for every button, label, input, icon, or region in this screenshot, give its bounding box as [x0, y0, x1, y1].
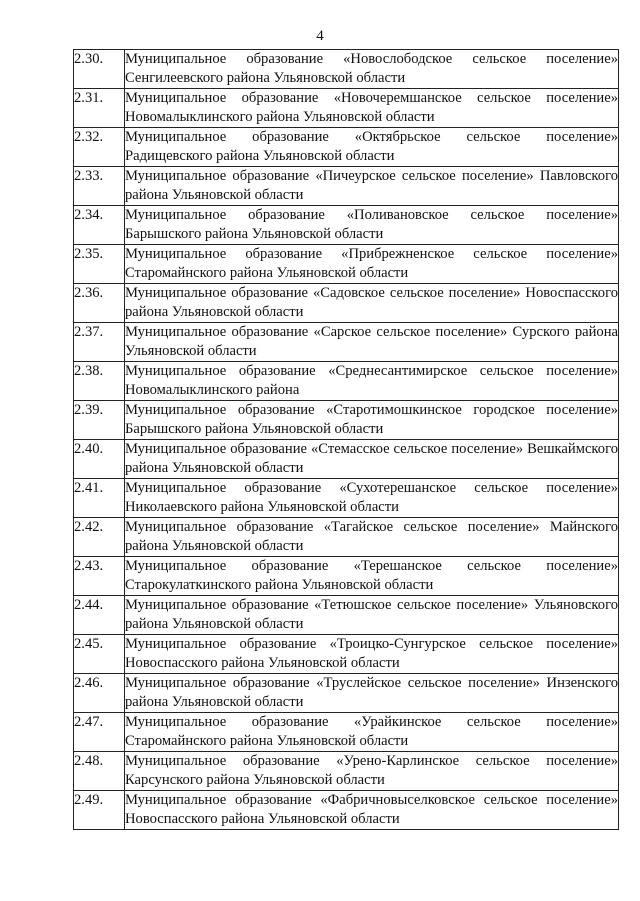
- municipality-name: Муниципальное образование «Поливановское сельское поселение» Барышского района Ульяновской области: [125, 206, 619, 245]
- table-row: [74, 791, 619, 830]
- municipality-name: Муниципальное образование «Новочеремшанское сельское поселение» Новомалыклинского района Ульяновской области: [125, 89, 619, 128]
- table-row: [74, 284, 619, 323]
- municipality-name: Муниципальное образование «Тагайское сельское поселение» Майнского района Ульяновской области: [125, 518, 619, 557]
- row-number: 2.34.: [74, 206, 125, 245]
- row-number: 2.41.: [74, 479, 125, 518]
- municipality-name: Муниципальное образование «Октябрьское сельское поселение» Радищевского района Ульяновской области: [125, 128, 619, 167]
- municipality-name: Муниципальное образование «Терешанское сельское поселение» Старокулаткинского района Ульяновской области: [125, 557, 619, 596]
- row-number: 2.35.: [74, 245, 125, 284]
- municipality-name: Муниципальное образование «Пичеурское сельское поселение» Павловского района Ульяновской области: [125, 167, 619, 206]
- municipality-name: Муниципальное образование «Прибрежненское сельское поселение» Старомайнского района Ульяновской области: [125, 245, 619, 284]
- table-row: [74, 713, 619, 752]
- row-number: 2.44.: [74, 596, 125, 635]
- municipality-name: Муниципальное образование «Старотимошкинское городское поселение» Барышского района Ульяновской области: [125, 401, 619, 440]
- table-body: [74, 50, 619, 830]
- municipality-name: Муниципальное образование «Фабричновыселковское сельское поселение» Новоспасского района Ульяновской области: [125, 791, 619, 830]
- row-number: 2.42.: [74, 518, 125, 557]
- municipality-name: Муниципальное образование «Урайкинское сельское поселение» Старомайнского района Ульяновской области: [125, 713, 619, 752]
- table-row: [74, 167, 619, 206]
- table-row: [74, 362, 619, 401]
- table-row: [74, 245, 619, 284]
- table-row: [74, 206, 619, 245]
- table-row: [74, 50, 619, 89]
- table-row: [74, 596, 619, 635]
- row-number: 2.39.: [74, 401, 125, 440]
- table-row: [74, 440, 619, 479]
- row-number: 2.37.: [74, 323, 125, 362]
- row-number: 2.38.: [74, 362, 125, 401]
- row-number: 2.49.: [74, 791, 125, 830]
- municipality-name: Муниципальное образование «Стемасское сельское поселение» Вешкаймского района Ульяновской области: [125, 440, 619, 479]
- table-row: [74, 323, 619, 362]
- municipalities-table: [73, 49, 619, 830]
- row-number: 2.46.: [74, 674, 125, 713]
- table-row: [74, 635, 619, 674]
- municipality-name: Муниципальное образование «Тетюшское сельское поселение» Ульяновского района Ульяновской области: [125, 596, 619, 635]
- table-row: [74, 89, 619, 128]
- table-row: [74, 518, 619, 557]
- row-number: 2.40.: [74, 440, 125, 479]
- table-row: [74, 479, 619, 518]
- municipality-name: Муниципальное образование «Сухотерешанское сельское поселение» Николаевского района Ульяновской области: [125, 479, 619, 518]
- table-row: [74, 401, 619, 440]
- row-number: 2.45.: [74, 635, 125, 674]
- row-number: 2.36.: [74, 284, 125, 323]
- table-row: [74, 557, 619, 596]
- row-number: 2.47.: [74, 713, 125, 752]
- municipality-name: Муниципальное образование «Урено-Карлинское сельское поселение» Карсунского района Ульяновской области: [125, 752, 619, 791]
- municipality-name: Муниципальное образование «Среднесантимирское сельское поселение» Новомалыклинского района: [125, 362, 619, 401]
- municipality-name: Муниципальное образование «Сарское сельское поселение» Сурского района Ульяновской области: [125, 323, 619, 362]
- municipality-name: Муниципальное образование «Новослободское сельское поселение» Сенгилеевского района Ульяновской области: [125, 50, 619, 89]
- table-row: [74, 752, 619, 791]
- row-number: 2.43.: [74, 557, 125, 596]
- municipality-name: Муниципальное образование «Труслейское сельское поселение» Инзенского района Ульяновской области: [125, 674, 619, 713]
- table-row: [74, 674, 619, 713]
- row-number: 2.33.: [74, 167, 125, 206]
- table-row: [74, 128, 619, 167]
- row-number: 2.48.: [74, 752, 125, 791]
- row-number: 2.31.: [74, 89, 125, 128]
- municipality-name: Муниципальное образование «Садовское сельское поселение» Новоспасского района Ульяновской области: [125, 284, 619, 323]
- row-number: 2.32.: [74, 128, 125, 167]
- municipality-name: Муниципальное образование «Троицко-Сунгурское сельское поселение» Новоспасского района Ульяновской области: [125, 635, 619, 674]
- row-number: 2.30.: [74, 50, 125, 89]
- page-number: 4: [316, 28, 324, 44]
